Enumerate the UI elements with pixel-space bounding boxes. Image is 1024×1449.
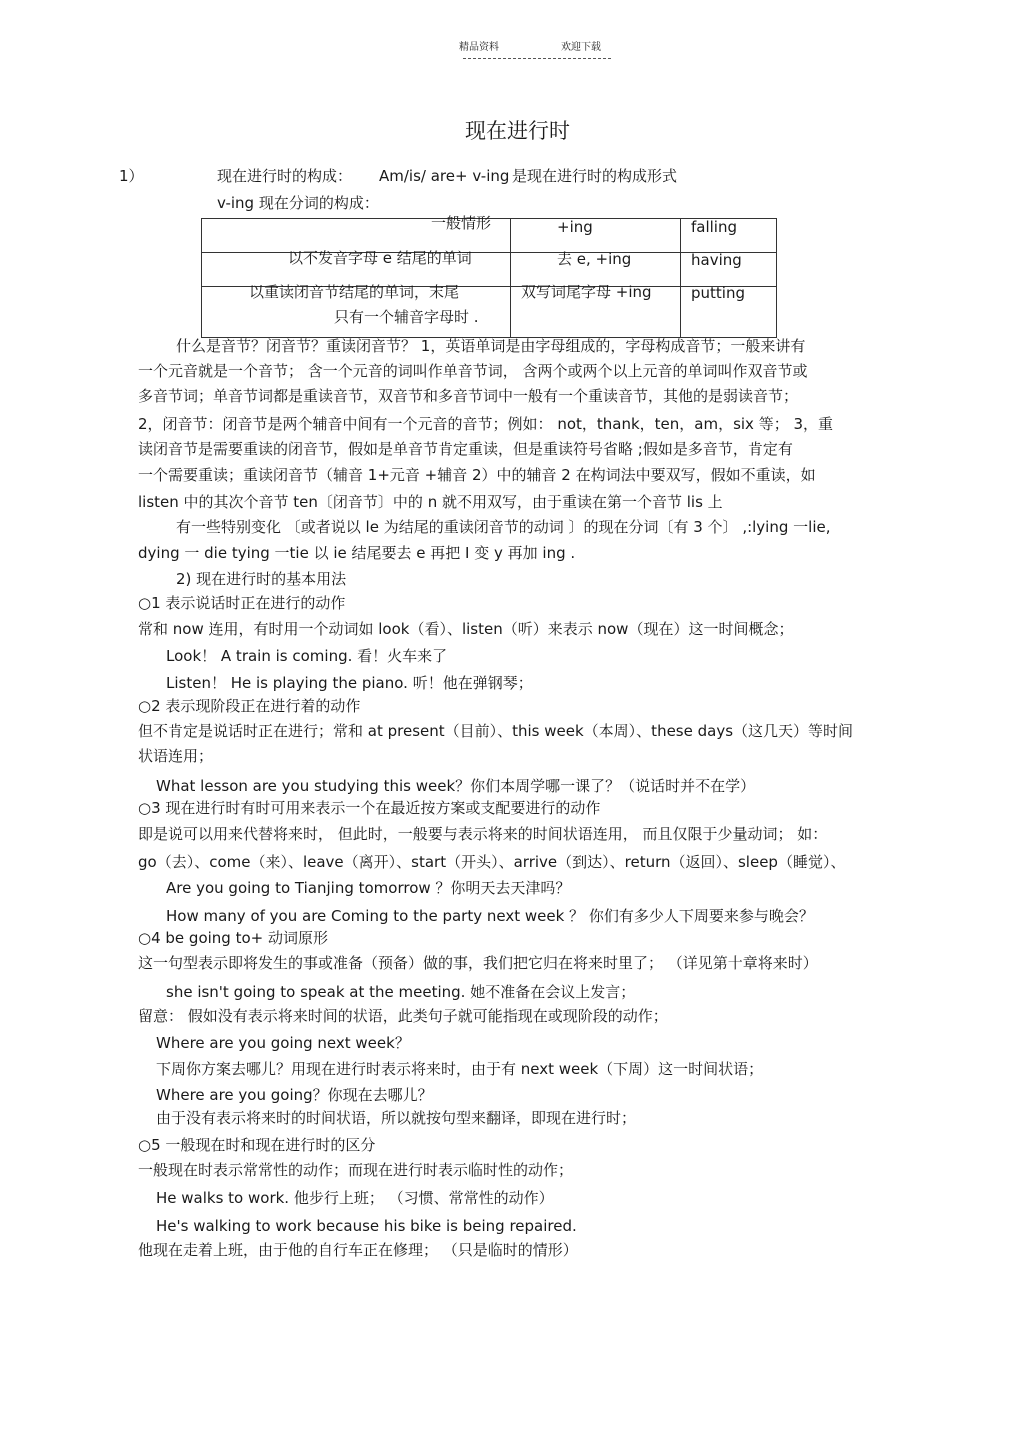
body-line: 一个需要重读；重读闭音节（辅音 1+元音 +辅音 2）中的辅音 2 在构词法中要双写，假如不重读，如 [138,466,816,484]
usage-heading: ○1 表示说话时正在进行的动作 [138,594,346,612]
table-rule: 一般情形 [431,214,492,232]
table-rule: 以重读闭音节结尾的单词，末尾 [249,283,460,301]
formation-label: 现在进行时的构成： [217,167,353,185]
example-line: she isn't going to speak at the meeting. 她不准备在会议上发言； [166,983,636,1001]
body-line: 即是说可以用来代替将来时， 但此时，一般要与表示将来的时间状语连用， 而且仅限于少量动词； 如： [138,825,828,843]
table-rule: 以不发音字母 e 结尾的单词 [288,249,472,267]
header-right: 欢迎下载 [561,42,601,53]
example-line: What lesson are you studying this week？你们本周学哪一课了？（说话时并不在学） [156,777,756,795]
participle-table [201,214,777,338]
table-change: +ing [557,218,593,236]
example-line: Are you going to Tianjing tomorrow ？你明天去天津吗？ [166,879,571,897]
usage-heading: ○5 一般现在时和现在进行时的区分 [138,1136,376,1154]
participle-label: v-ing 现在分词的构成： [217,194,379,212]
example-line: Listen！ He is playing the piano. 听！他在弹钢琴； [166,674,533,692]
table-example: falling [691,218,738,236]
body-line: go（去）、come（来）、leave（离开）、start（开头）、arrive（到达）、return（返回）、sleep（睡觉）、 [138,853,846,871]
section-number: 1） [119,167,144,185]
body-line: 但不肯定是说话时正在进行；常和 at present（目前）、this week（本周）、these days（这几天）等时间 [138,722,854,740]
body-line: 有一些特别变化 〔或者说以 le 为结尾的重读闭音节的动词 〕的现在分词〔有 3 个〕 ,:lying 一lie, [176,518,831,536]
example-line: Look！ A train is coming. 看！火车来了 [166,647,448,665]
section-heading: 2) 现在进行时的基本用法 [176,570,347,588]
table-change: 去 e, +ing [557,250,632,268]
page-title: 现在进行时 [465,119,570,143]
formation-desc: 是现在进行时的构成形式 [512,167,678,185]
body-line: listen 中的其次个音节 ten〔闭音节〕中的 n 就不用双写，由于重读在第一个音节 lis 上 [138,493,723,511]
body-line: 2，闭音节：闭音节是两个辅音中间有一个元音的音节；例如： not，thank，ten，am，six 等； 3，重 [138,415,834,433]
example-line: How many of you are Coming to the party next week ？ 你们有多少人下周要来参与晚会？ [166,907,814,925]
body-line: 他现在走着上班，由于他的自行车正在修理； （只是临时的情形） [138,1241,578,1259]
example-line: He's walking to work because his bike is being repaired. [156,1217,577,1235]
header-left: 精品资料 [459,42,499,53]
body-line: 读闭音节是需要重读的闭音节，假如是单音节肯定重读，但是重读符号省略 ;假如是多音节，肯定有 [138,440,793,458]
table-col-divider [680,219,681,337]
body-line: 留意： 假如没有表示将来时间的状语，此类句子就可能指现在或现阶段的动作； [138,1007,668,1025]
table-rule-cont: 只有一个辅音字母时 . [334,308,479,326]
example-line: Where are you going next week？ [156,1034,410,1052]
table-example: having [691,251,742,269]
body-line: 常和 now 连用，有时用一个动词如 look（看）、listen（听）来表示 now（现在）这一时间概念； [138,620,794,638]
body-line: 由于没有表示将来时的时间状语，所以就按句型来翻译，即现在进行时； [156,1109,637,1127]
example-line: He walks to work. 他步行上班； （习惯、常常性的动作） [156,1189,554,1207]
usage-heading: ○2 表示现阶段正在进行着的动作 [138,697,361,715]
body-line: 多音节词；单音节词都是重读音节，双音节和多音节词中一般有一个重读音节，其他的是弱读音节； [138,387,799,405]
table-example: putting [691,284,745,302]
body-line: 什么是音节？闭音节？重读闭音节？ 1，英语单词是由字母组成的，字母构成音节；一般来讲有 [176,337,806,355]
body-line: 一般现在时表示常常性的动作；而现在进行时表示临时性的动作； [138,1161,574,1179]
body-line: 一个元音就是一个音节； 含一个元音的词叫作单音节词， 含两个或两个以上元音的单词叫作双音节或 [138,362,808,380]
usage-heading: ○3 现在进行时有时可用来表示一个在最近按方案或支配要进行的动作 [138,799,601,817]
example-line: Where are you going？你现在去哪儿？ [156,1086,433,1104]
body-line: dying 一 die tying 一tie 以 ie 结尾要去 e 再把 I 变 y 再加 ing . [138,544,576,562]
body-line: 这一句型表示即将发生的事或准备（预备）做的事，我们把它归在将来时里了； （详见第十章将来时） [138,954,818,972]
body-line: 下周你方案去哪儿？用现在进行时表示将来时，由于有 next week（下周）这一时间状语； [156,1060,764,1078]
table-col-divider [510,219,511,337]
header-divider [463,58,611,59]
formation-formula: Am/is/ are+ v-ing [379,167,510,185]
body-line: 状语连用； [138,747,214,765]
usage-heading: ○4 be going to+ 动词原形 [138,929,328,947]
table-change: 双写词尾字母 +ing [521,283,652,301]
